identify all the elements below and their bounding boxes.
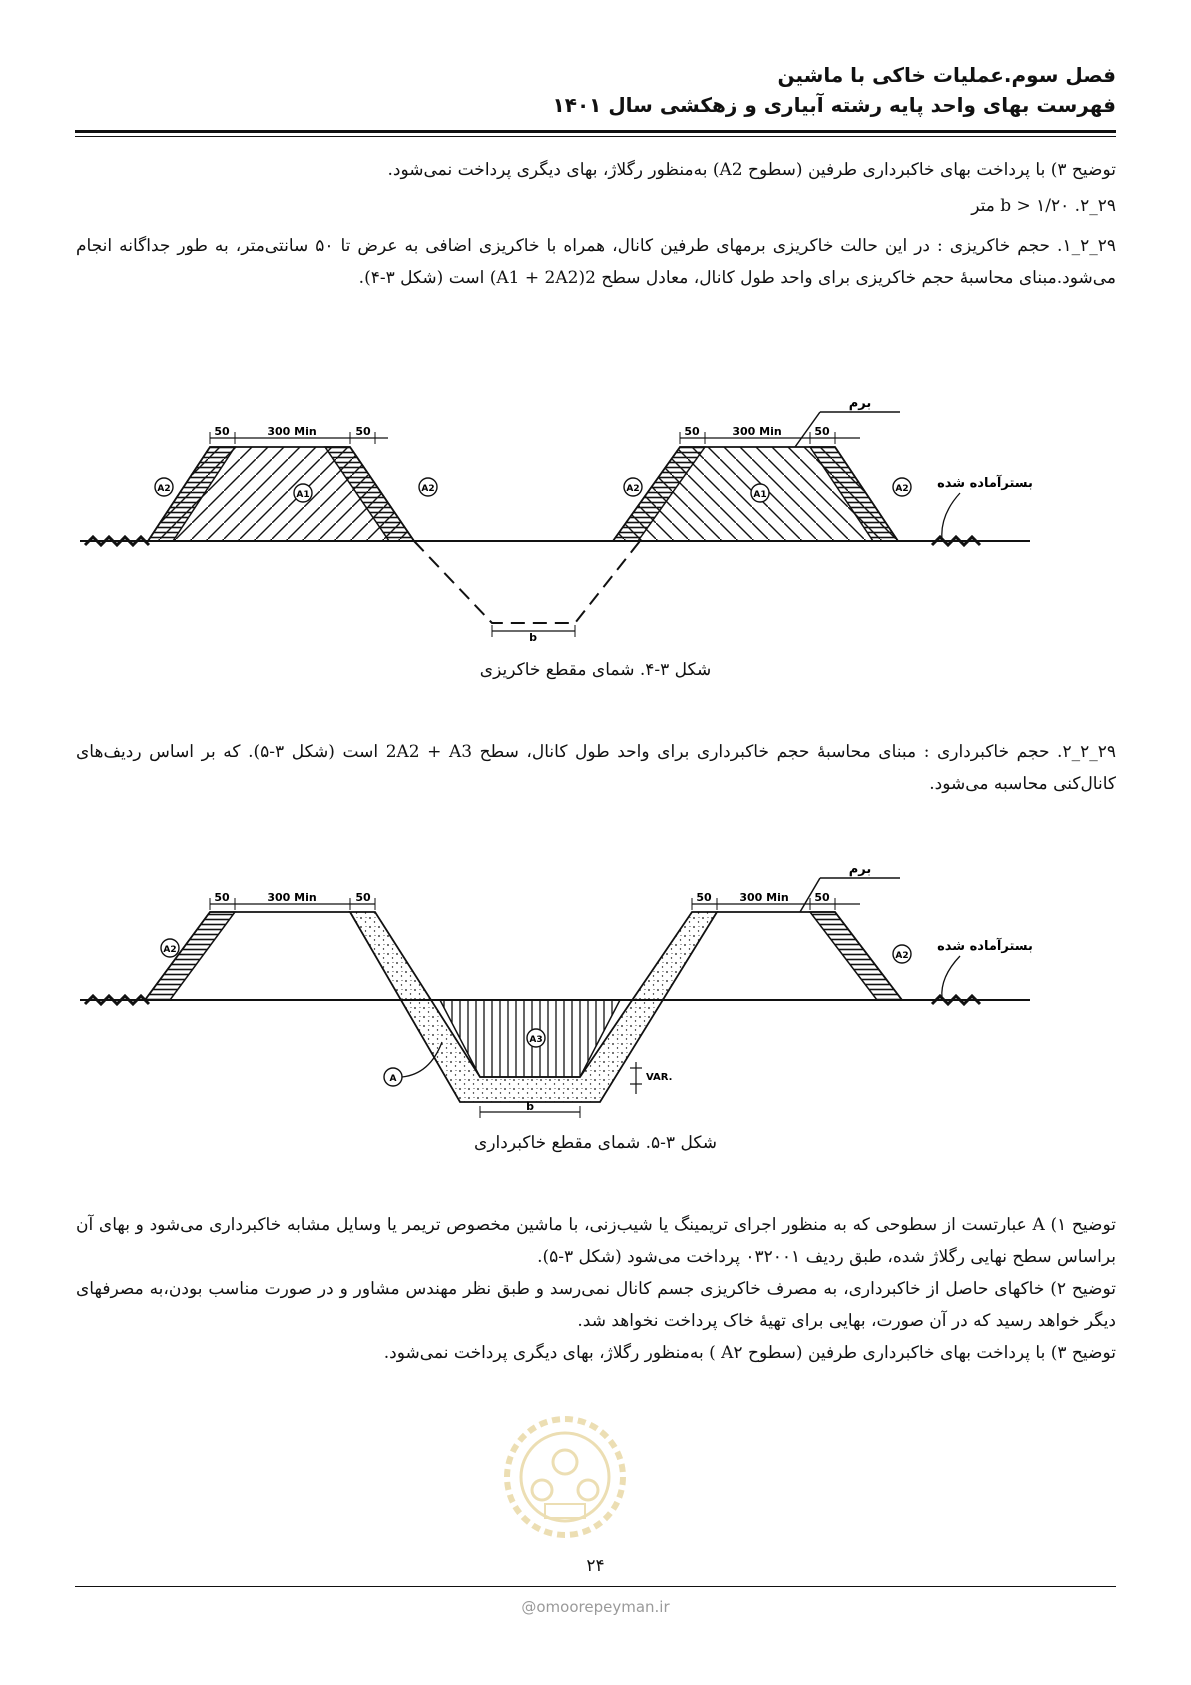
dim-50-right-a: 50 — [684, 425, 700, 438]
label2-a2-left: A2 — [163, 945, 177, 955]
prepared-bed-label-fig2: بسترآماده شده — [937, 939, 1033, 954]
label-b-fig1: b — [529, 631, 537, 644]
dim2-50-left-a: 50 — [214, 891, 230, 904]
label-a2-3: A2 — [626, 484, 640, 494]
label-a2-2: A2 — [421, 484, 435, 494]
note-2: توضیح ۲) خاکهای حاصل از خاکبرداری، به مصرف خاکریزی جسم کانال نمی‌رسد و طبق نظر مهندس مشاور و در صورت مناسب بودن،به مصرفهای دیگر خواهد رسید که در آن صورت، بهایی برای تهیهٔ خاک پرداخت نخواهد شد. — [76, 1279, 1116, 1331]
dim2-50-right-b: 50 — [814, 891, 830, 904]
dim2-300-min-left: 300 Min — [267, 891, 317, 904]
document-title: فهرست بهای واحد پایه رشته آبیاری و زهکشی سال ۱۴۰۱ — [552, 93, 1116, 117]
section-29-2-2: ۲۹_۲_۲. حجم خاکبرداری : مبنای محاسبهٔ حجم خاکبرداری برای واحد طول کانال، سطح 2A2 + A3 است (شکل ۳-۵). که بر اساس ردیف‌های کانال‌کنی محاسبه می‌شود. — [76, 742, 1116, 794]
label-a2-1: A2 — [157, 484, 171, 494]
note-3-top: توضیح ۳) با پرداخت بهای خاکبرداری طرفین (سطوح A2) به‌منظور رگلاژ، بهای دیگری پرداخت نمی‌شود. — [387, 160, 1116, 180]
dim-300-min-left: 300 Min — [267, 425, 317, 438]
label2-a2-right: A2 — [895, 951, 909, 961]
dim-50-left-b: 50 — [355, 425, 371, 438]
header-rule-thick — [75, 130, 1116, 133]
dim2-50-right-a: 50 — [696, 891, 712, 904]
dim2-300-min-right: 300 Min — [739, 891, 789, 904]
page-number: ۲۴ — [586, 1556, 605, 1576]
note-3-bottom: توضیح ۳) با پرداخت بهای خاکبرداری طرفین (سطوح A۲ ) به‌منظور رگلاژ، بهای دیگری پرداخت نمی‌شود. — [383, 1343, 1116, 1363]
dim-50-left-a: 50 — [214, 425, 230, 438]
label-a1-right: A1 — [753, 490, 767, 500]
dim-50-right-b: 50 — [814, 425, 830, 438]
note-1: توضیح ۱) A عبارتست از سطوحی که به منظور اجرای تریمینگ یا شیب‌زنی، با ماشین مخصوص تریمر یا وسایل مشابه خاکبرداری می‌شود و بهای آن براساس سطح نهایی رگلاژ شده، طبق ردیف ۰۳۲۰۰۱ پرداخت می‌شود (شکل ۳-۵). — [76, 1215, 1116, 1267]
footer-rule — [75, 1586, 1116, 1587]
page-header — [76, 60, 1116, 120]
header-rule-thin — [75, 136, 1116, 137]
section-29-2: ۲۹_۲. b > ۱/۲۰ متر — [971, 196, 1116, 216]
berm-label-fig2: برم — [848, 862, 872, 877]
excavation-cross-section-diagram — [80, 862, 1040, 1122]
label-a2-4: A2 — [895, 484, 909, 494]
dim-300-min-right: 300 Min — [732, 425, 782, 438]
figure-3-4-caption: شکل ۳-۴. شمای مقطع خاکریزی — [479, 660, 712, 680]
figure-3-5-caption: شکل ۳-۵. شمای مقطع خاکبرداری — [474, 1133, 717, 1153]
dim2-50-left-b: 50 — [355, 891, 371, 904]
label-b-fig2: b — [526, 1100, 534, 1113]
label-a3: A3 — [529, 1035, 543, 1045]
watermark-seal-icon — [500, 1412, 630, 1542]
label-a-trim: A — [389, 1074, 397, 1084]
section-29-2-1: ۲۹_۲_۱. حجم خاکریزی : در این حالت خاکریزی برمهای طرفین کانال، همراه با خاکریزی اضافی به عرض تا ۵۰ سانتی‌متر، به طور جداگانه انجام می‌شود.مبنای محاسبهٔ حجم خاکریزی برای واحد طول کانال، معادل سطح 2(A1 + 2A2) است (شکل ۳-۴). — [76, 236, 1116, 288]
chapter-title: فصل سوم.عملیات خاکی با ماشین — [777, 63, 1116, 87]
fill-cross-section-diagram — [80, 395, 1040, 645]
label-var: VAR. — [646, 1072, 673, 1083]
website-watermark: @omoorepeyman.ir — [521, 1598, 670, 1616]
berm-label: برم — [848, 396, 872, 411]
label-a1-left: A1 — [296, 490, 310, 500]
prepared-bed-label: بسترآماده شده — [937, 476, 1033, 491]
